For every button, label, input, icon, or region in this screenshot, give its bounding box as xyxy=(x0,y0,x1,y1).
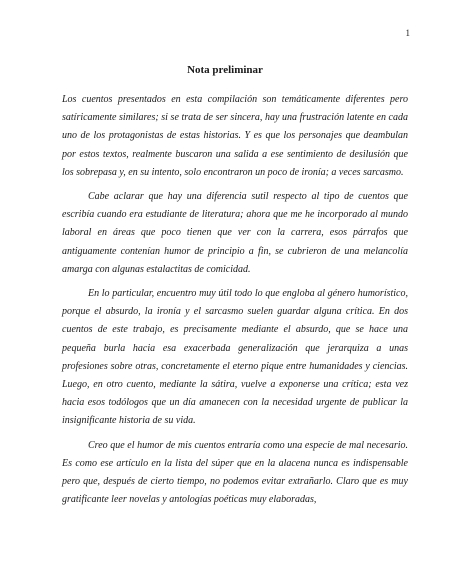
page-title: Nota preliminar xyxy=(187,64,263,76)
paragraph-1: Los cuentos presentados en esta compilación son temáticamente diferentes pero satíricamente similares; si se trata de ser sincera, hay una frustración latente en cada uno de los protagonistas de estas historias. Y es que los personajes que deambulan por estos textos, realmente buscaron una salida a ese sentimiento de desilusión que los sobrepasa y, en su intento, solo encontraron un poco de ironía; a veces sarcasmo. xyxy=(62,94,408,178)
page-number: 1 xyxy=(405,28,410,38)
paragraph-4: Creo que el humor de mis cuentos entraría como una especie de mal necesario. Es como ese artículo en la lista del súper que en la alacena nunca es indispensable pero que, después de cierto tiempo, no podemos evitar extrañarlo. Claro que es muy gratificante leer novelas y antologías poéticas muy elaboradas, xyxy=(62,439,408,506)
paragraph-2: Cabe aclarar que hay una diferencia sutil respecto al tipo de cuentos que escribía cuando era estudiante de literatura; ahora que me he incorporado al mundo laboral en áreas que poco tienen que ver con la carrera, esos párrafos que antiguamente contenían humor de principio a fin, se cubrieron de una melancolía amarga con algunas estalactitas de comicidad. xyxy=(62,191,408,275)
paragraph-3: En lo particular, encuentro muy útil todo lo que engloba al género humorístico, porque el absurdo, la ironía y el sarcasmo suelen guardar alguna crítica. En dos cuentos de este trabajo, es precisamente mediante el absurdo, que se hace una pequeña burla hacia esa exacerbada generalización que jerarquiza a unas profesiones sobre otras, concretamente el eterno pique entre humanidades y ciencias. Luego, en otro cuento, mediante la sátira, vuelve a exponerse una crítica; esta vez hacia esos todólogos que un día amanecen con la necesidad urgente de publicar la insignificante historia de su vida. xyxy=(62,288,408,427)
body-text xyxy=(62,91,408,515)
